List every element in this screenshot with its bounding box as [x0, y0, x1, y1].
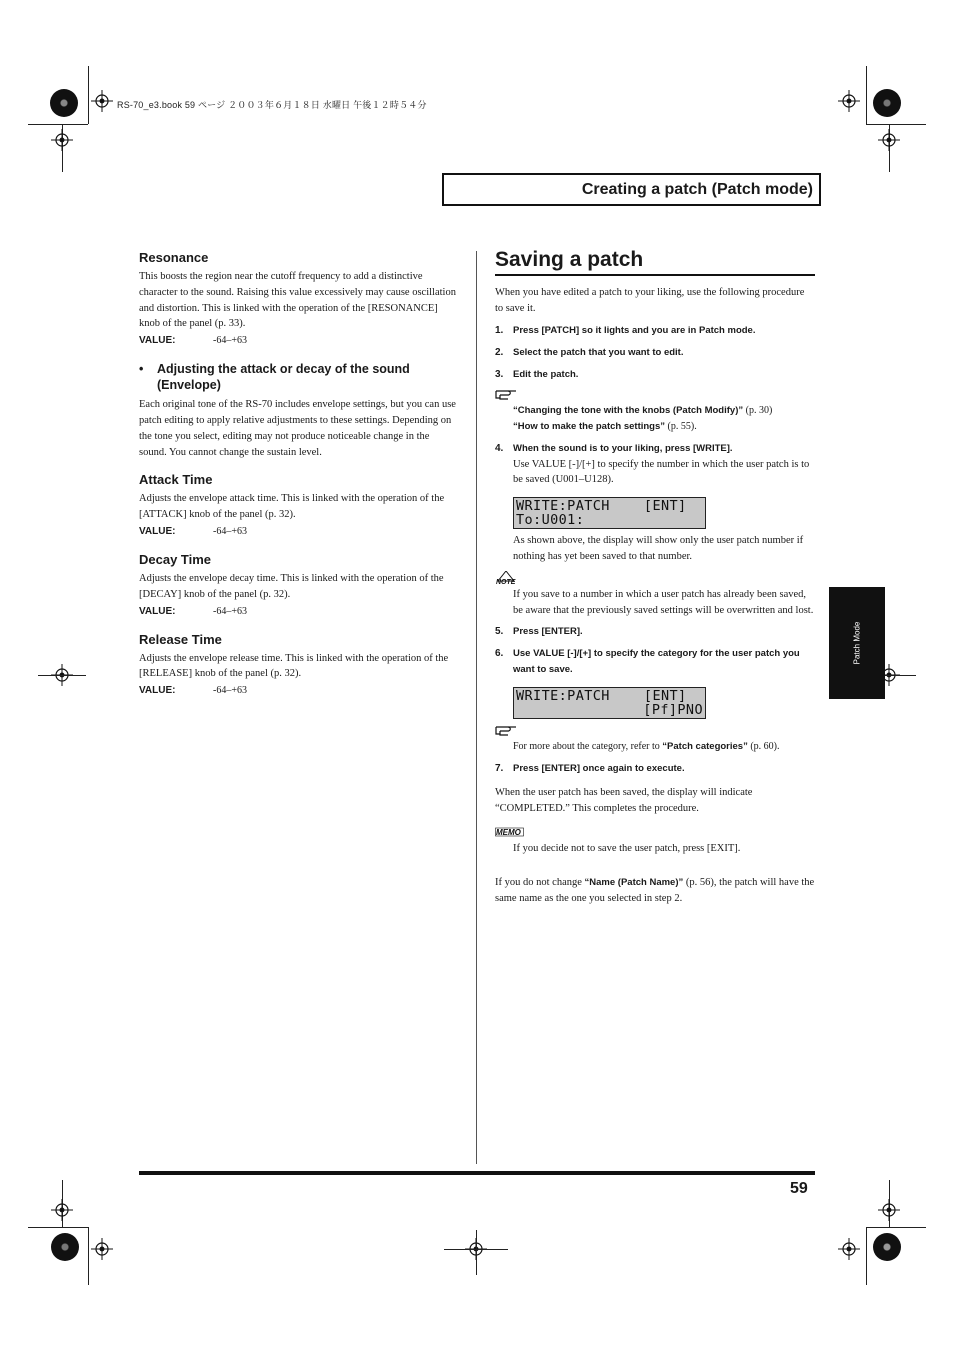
reference-text: For more about the category, refer to — [513, 741, 663, 753]
book-file-header: RS-70_e3.book 59 ページ ２００３年６月１８日 水曜日 午後１２時５４分 — [117, 100, 427, 110]
lcd-line-1: WRITE:PATCH [ENT] — [516, 688, 687, 705]
bullet: • — [139, 362, 144, 377]
final-text: If you do not change — [495, 876, 585, 888]
step-number: 1. — [495, 324, 504, 336]
step-number: 3. — [495, 368, 504, 380]
step-text: When the sound is to your liking, press [WRITE]. — [513, 442, 733, 454]
crosshair-icon — [91, 90, 113, 112]
step-3 — [495, 367, 815, 383]
lcd-display-category — [513, 687, 706, 719]
section-body: Adjusts the envelope attack time. This is linked with the operation of the [ATTACK] knob of the panel (p. 32). — [139, 493, 445, 521]
value-text: -64–+63 — [213, 525, 247, 537]
value-range — [139, 524, 457, 540]
step-number: 7. — [495, 763, 504, 775]
crosshair-icon — [838, 1238, 860, 1260]
attack-time-section — [139, 472, 457, 540]
crosshair-icon — [878, 129, 900, 151]
category-reference — [495, 739, 815, 755]
section-title: Resonance — [139, 250, 209, 265]
value-label: VALUE: — [139, 685, 176, 697]
crosshair-icon — [51, 1199, 73, 1221]
section-body: Each original tone of the RS-70 includes envelope settings, but you can use patch editing to apply relative adjustments to these settings. Depending on the tone you select, editing may not produce noticeable change in the sound. You cannot change the sustain level. — [139, 399, 456, 458]
crosshair-icon — [91, 1238, 113, 1260]
note-body: If you save to a number in which a user patch has already been saved, be aware that the previously saved settings will be overwritten and lost. — [513, 588, 814, 616]
crosshair-icon — [878, 1199, 900, 1221]
registration-target-icon — [873, 89, 901, 117]
lcd-display-patch-number — [513, 497, 706, 529]
release-time-section — [139, 632, 457, 700]
intro-text: When you have edited a patch to your liking, use the following procedure to save it. — [495, 287, 805, 314]
left-column — [139, 250, 457, 711]
page-ref: (p. 60). — [747, 741, 780, 753]
lcd-line-1: WRITE:PATCH [ENT] — [516, 498, 687, 515]
right-column — [495, 248, 815, 906]
note-label: NOTE — [496, 578, 516, 585]
pointing-hand-icon — [495, 723, 517, 737]
lcd-explanation: As shown above, the display will show only the user patch number if nothing has yet been saved to that number. — [513, 535, 804, 562]
step-number: 4. — [495, 442, 504, 454]
decay-time-section — [139, 552, 457, 620]
reference-links — [495, 403, 815, 435]
reference-icon-row — [495, 387, 815, 403]
final-note — [495, 875, 815, 907]
value-label: VALUE: — [139, 605, 176, 617]
page-ref: (p. 55). — [665, 420, 697, 432]
step-number: 5. — [495, 626, 504, 638]
side-tab-label: Patch Mode — [852, 621, 862, 665]
lcd-line-2: [Pf]PNO — [643, 702, 703, 719]
reference-icon-row — [495, 723, 815, 739]
step-4-body: Use VALUE [-]/[+] to specify the number in which the user patch is to be saved (U001–U128). — [513, 458, 810, 486]
step-text: Press [ENTER] once again to execute. — [513, 763, 685, 775]
step-text: Press [ENTER]. — [513, 626, 583, 638]
section-title: Release Time — [139, 631, 222, 647]
footer-rule — [139, 1171, 815, 1175]
completed-text: When the user patch has been saved, the display will indicate “COMPLETED.” This completes the procedure. — [495, 787, 753, 815]
section-title: Attack Time — [139, 472, 213, 488]
step-5 — [495, 624, 815, 640]
side-tab — [829, 587, 885, 699]
value-range — [139, 333, 457, 349]
crosshair-icon — [51, 129, 73, 151]
value-label: VALUE: — [139, 335, 176, 347]
step-7 — [495, 761, 815, 777]
reference-link[interactable]: “Patch categories” — [662, 741, 748, 753]
reference-link[interactable]: “Name (Patch Name)” — [584, 876, 684, 888]
step-text: Edit the patch. — [513, 368, 579, 380]
step-number: 6. — [495, 648, 504, 660]
value-range — [139, 604, 457, 620]
value-text: -64–+63 — [213, 605, 247, 617]
value-text: -64–+63 — [213, 335, 247, 347]
column-divider — [476, 251, 477, 1164]
registration-target-icon — [51, 1233, 79, 1261]
note-icon — [495, 571, 521, 585]
section-body: This boosts the region near the cutoff frequency to add a distinctive character to the sound. Raising this value excessively may cause oscillation and distortion. This is linked with the operation of the [RESONANCE] knob of the panel (p. 33). — [139, 271, 456, 330]
note-icon-row — [495, 571, 815, 587]
value-label: VALUE: — [139, 525, 176, 537]
lcd-line-2: To:U001: — [516, 512, 585, 529]
memo-icon — [495, 825, 525, 839]
section-body: Adjusts the envelope release time. This is linked with the operation of the [RELEASE] knob of the panel (p. 32). — [139, 652, 449, 680]
step-text: Select the patch that you want to edit. — [513, 346, 684, 358]
resonance-section — [139, 250, 457, 349]
value-text: -64–+63 — [213, 685, 247, 697]
envelope-section — [139, 361, 457, 460]
registration-target-icon — [873, 1233, 901, 1261]
step-2 — [495, 345, 815, 361]
memo-label: MEMO — [496, 827, 521, 837]
section-title: Decay Time — [139, 551, 212, 567]
envelope-heading — [139, 361, 457, 393]
crosshair-icon — [838, 90, 860, 112]
registration-target-icon — [50, 89, 78, 117]
heading-text: Adjusting the attack or decay of the sound (Envelope) — [157, 362, 410, 393]
page-title: Saving a patch — [495, 248, 815, 276]
step-text: Use VALUE [-]/[+] to specify the category for the user patch you want to save. — [513, 648, 800, 676]
page-ref: (p. 30) — [743, 404, 773, 416]
step-6 — [495, 646, 815, 678]
memo-icon-row — [495, 825, 815, 841]
pointing-hand-icon — [495, 387, 517, 401]
section-body: Adjusts the envelope decay time. This is linked with the operation of the [DECAY] knob of the panel (p. 32). — [139, 572, 444, 600]
step-1 — [495, 323, 815, 339]
step-4 — [495, 441, 815, 457]
step-number: 2. — [495, 346, 504, 358]
memo-body: If you decide not to save the user patch, press [EXIT]. — [513, 842, 741, 854]
value-range — [139, 683, 457, 699]
page-number: 59 — [790, 1180, 808, 1197]
chapter-title: Creating a patch (Patch mode) — [442, 173, 821, 206]
final-text: (p. 56), the patch will have the same name as the one you selected in step 2. — [495, 876, 815, 904]
step-text: Press [PATCH] so it lights and you are in Patch mode. — [513, 324, 756, 336]
reference-link[interactable]: “How to make the patch settings” — [513, 420, 666, 432]
reference-link[interactable]: “Changing the tone with the knobs (Patch Modify)” — [513, 404, 744, 416]
